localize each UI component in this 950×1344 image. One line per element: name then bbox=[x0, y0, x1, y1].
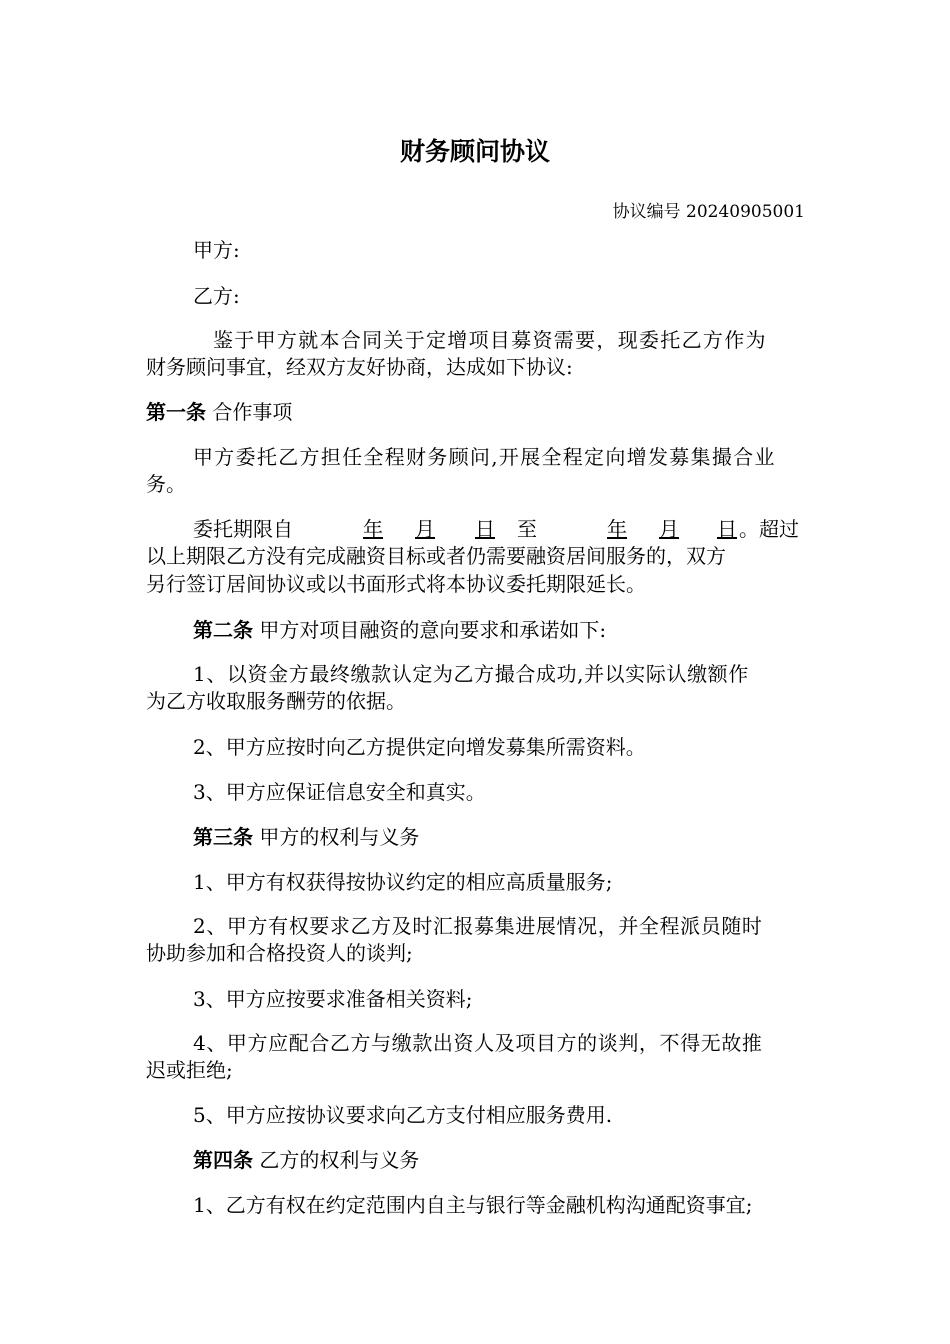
term-lead: 委托期限自 bbox=[193, 517, 293, 541]
article-1-para-1-line-2: 务。 bbox=[146, 472, 186, 496]
article-1-number: 第一条 bbox=[146, 400, 206, 424]
article-4-heading bbox=[193, 1150, 419, 1170]
document-title: 财务顾问协议 bbox=[399, 137, 550, 166]
term-end-day-unit: 日 bbox=[717, 517, 737, 541]
article-3-item-1: 1、甲方有权获得按协议约定的相应高质量服务; bbox=[193, 870, 613, 894]
article-2-title: 甲方对项目融资的意向要求和承诺如下: bbox=[259, 618, 607, 642]
article-4-number: 第四条 bbox=[193, 1148, 253, 1172]
article-3-item-2-line-2: 协助参加和合格投资人的谈判; bbox=[146, 941, 413, 965]
term-end-month-unit: 月 bbox=[659, 517, 679, 541]
article-2-number: 第二条 bbox=[193, 618, 253, 642]
term-start-year-unit: 年 bbox=[363, 517, 383, 541]
term-rest-line-1: 以上期限乙方没有完成融资目标或者仍需要融资居间服务的，双方 bbox=[146, 544, 726, 568]
party-b-field: 乙方: bbox=[193, 284, 240, 308]
article-3-title: 甲方的权利与义务 bbox=[259, 825, 420, 849]
party-a-field: 甲方: bbox=[193, 238, 240, 262]
article-3-item-3: 3、甲方应按要求准备相关资料; bbox=[193, 987, 473, 1011]
agreement-number-value: 20240905001 bbox=[686, 202, 805, 222]
term-line bbox=[193, 519, 799, 539]
article-2-item-3: 3、甲方应保证信息安全和真实。 bbox=[193, 780, 486, 804]
term-to: 至 bbox=[517, 517, 537, 541]
article-1-heading bbox=[146, 402, 292, 422]
agreement-number-label: 协议编号 bbox=[612, 202, 681, 222]
agreement-number bbox=[613, 197, 805, 222]
article-2-item-2: 2、甲方应按时向乙方提供定向增发募集所需资料。 bbox=[193, 735, 646, 759]
article-4-item-1: 1、乙方有权在约定范围内自主与银行等金融机构沟通配资事宜; bbox=[193, 1193, 753, 1217]
article-3-heading bbox=[193, 827, 419, 847]
intro-line-1: 鉴于甲方就本合同关于定增项目募资需要，现委托乙方作为 bbox=[213, 328, 767, 352]
article-3-item-4-line-1: 4、甲方应配合乙方与缴款出资人及项目方的谈判，不得无故推 bbox=[193, 1031, 763, 1055]
article-2-item-1-line-1: 1、以资金方最终缴款认定为乙方撮合成功,并以实际认缴额作 bbox=[193, 662, 749, 686]
article-4-title: 乙方的权利与义务 bbox=[259, 1148, 420, 1172]
term-tail: 。超过 bbox=[739, 517, 799, 541]
term-start-day-unit: 日 bbox=[475, 517, 495, 541]
article-2-heading bbox=[193, 620, 606, 640]
article-3-number: 第三条 bbox=[193, 825, 253, 849]
intro-line-2: 财务顾问事宜，经双方友好协商，达成如下协议: bbox=[146, 355, 573, 379]
article-1-title: 合作事项 bbox=[212, 400, 293, 424]
term-rest-line-2: 另行签订居间协议或以书面形式将本协议委托期限延长。 bbox=[146, 572, 646, 596]
term-end-year-unit: 年 bbox=[607, 517, 627, 541]
term-start-date bbox=[293, 519, 517, 539]
article-3-item-4-line-2: 迟或拒绝; bbox=[146, 1058, 233, 1082]
article-3-item-5: 5、甲方应按协议要求向乙方支付相应服务费用. bbox=[193, 1103, 613, 1127]
article-2-item-1-line-2: 为乙方收取服务酬劳的依据。 bbox=[146, 689, 406, 713]
article-3-item-2-line-1: 2、甲方有权要求乙方及时汇报募集进展情况，并全程派员随时 bbox=[193, 914, 763, 938]
term-end-date bbox=[537, 519, 739, 539]
term-start-month-unit: 月 bbox=[415, 517, 435, 541]
article-1-para-1-line-1: 甲方委托乙方担任全程财务顾问,开展全程定向增发募集撮合业 bbox=[193, 445, 776, 469]
